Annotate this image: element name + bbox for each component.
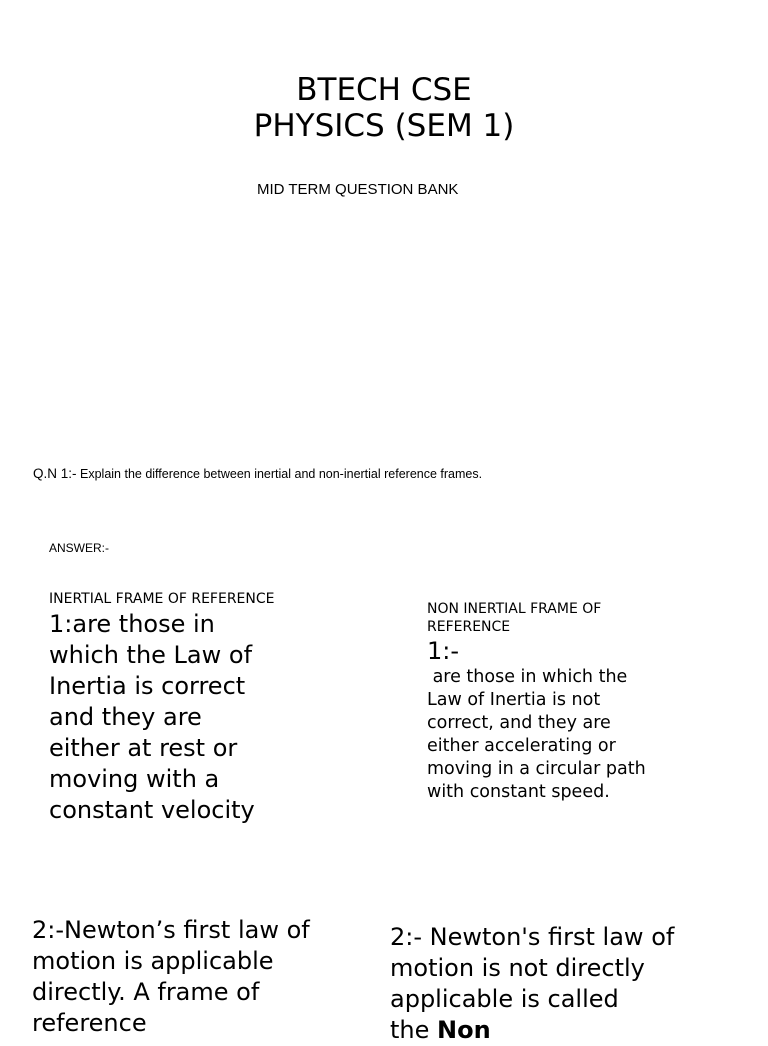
title-line-1: BTECH CSE xyxy=(296,72,472,108)
question-text: Explain the difference between inertial and non-inertial reference frames. xyxy=(80,467,483,481)
answer-label: ANSWER:- xyxy=(49,541,109,555)
question-number: Q.N 1:- xyxy=(33,466,77,481)
title-line-2: PHYSICS (SEM 1) xyxy=(253,108,515,144)
document-title xyxy=(0,72,768,144)
non-inertial-frame-heading: NON INERTIAL FRAME OF REFERENCE xyxy=(427,601,602,635)
non-inertial-point-2 xyxy=(390,922,674,1046)
non-inertial-point-1: are those in which the Law of Inertia is not correct, and they are either accelerating or moving in a circular path with constant speed. xyxy=(427,667,646,802)
document-subtitle: MID TERM QUESTION BANK xyxy=(257,181,459,198)
non-inertial-point-2-text: 2:- Newton's first law of motion is not directly applicable is called the xyxy=(390,923,675,1044)
inertial-frame-heading: INERTIAL FRAME OF REFERENCE xyxy=(49,591,275,607)
question-line xyxy=(33,466,482,481)
non-inertial-point-1-number: 1:- xyxy=(427,637,460,665)
inertial-point-2: 2:-Newton’s first law of motion is applicable directly. A frame of reference xyxy=(32,916,310,1037)
inertial-point-1: 1:are those in which the Law of Inertia is correct and they are either at rest or moving with a constant velocity xyxy=(49,610,255,824)
non-inertial-point-2-bold: Non xyxy=(437,1016,491,1044)
